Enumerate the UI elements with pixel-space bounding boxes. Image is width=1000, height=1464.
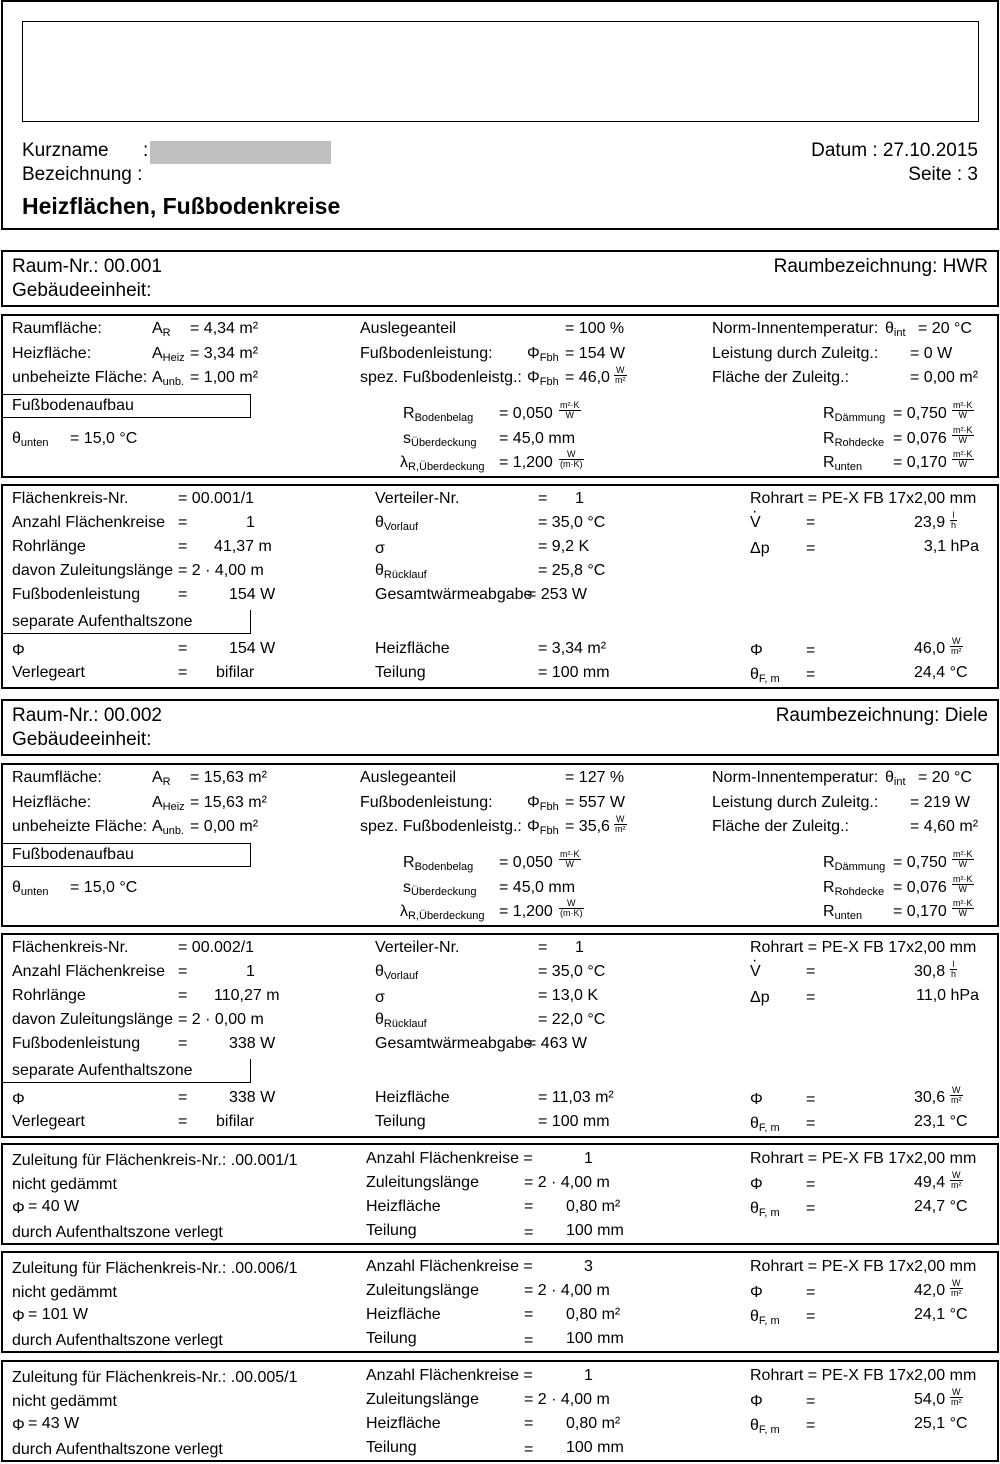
supply-spacing-label: Teilung xyxy=(366,1439,417,1456)
room-area-label: Raumfläche: xyxy=(12,769,102,786)
supply-phi-m2-symbol: Φ xyxy=(750,1284,763,1301)
supply-length-label: davon Zuleitungslänge xyxy=(12,562,174,579)
separate-zone-tab xyxy=(3,1059,251,1083)
r-daemmung-symbol: $R_{Dämmung}$ xyxy=(823,854,886,873)
distributor-label: Verteiler-Nr. xyxy=(375,490,460,507)
supply-pipe-type: Rohrart = PE-X FB 17x2,00 mm xyxy=(750,1258,977,1275)
pipe-length-label: Rohrlänge xyxy=(12,987,86,1004)
norm-temp-symbol: $\theta_{int}$ xyxy=(885,769,906,788)
pipe-type: Rohrart = PE-X FB 17x2,00 mm xyxy=(750,490,977,507)
laying-eq: = xyxy=(178,664,188,681)
supply-len-label: Zuleitungslänge xyxy=(366,1174,479,1191)
floor-power2-label: Fußbodenleistung xyxy=(12,586,141,603)
kurzname-label: Kurzname xyxy=(22,140,109,161)
room-designation: Raumbezeichnung: Diele xyxy=(775,705,988,726)
vdot-unit: $\frac{l}{h}$ xyxy=(951,959,957,979)
norm-temp-value: = 20 °C xyxy=(918,320,972,337)
total-heat-value: = 253 W xyxy=(527,586,588,603)
supply-phi-m2-value: 49,4 xyxy=(914,1174,946,1191)
heating-area-value: = 15,63 m² xyxy=(190,794,267,811)
pipe-length-value: 110,27 m xyxy=(214,987,280,1004)
supply-spacing-value: 100 mm xyxy=(566,1330,624,1347)
r-bodenbelag-symbol: $R_{Bodenbelag}$ xyxy=(403,405,474,424)
r-rohdecke-symbol: $R_{Rohdecke}$ xyxy=(823,879,885,898)
lambda-unit: $\frac{W}{(m\cdot K)}$ xyxy=(560,898,583,918)
phi-m2-unit: $\frac{W}{\text{m²}}$ xyxy=(951,1085,962,1105)
norm-temp-value: = 20 °C xyxy=(918,769,972,786)
laying-value: bifilar xyxy=(216,664,255,681)
supply-phi-symbol: Φ xyxy=(12,1308,25,1325)
phi-m2-eq: = xyxy=(806,1091,816,1108)
supply-heat-area-label: Heizfläche xyxy=(366,1198,441,1215)
sigma-value: = 13,0 K xyxy=(538,987,599,1004)
return-temp-symbol: $\theta_{Rücklauf}$ xyxy=(375,1011,427,1030)
sigma-symbol: σ xyxy=(375,540,385,557)
spec-power-value: = 35,6 xyxy=(565,818,610,835)
supply-length-value: = 2 · 0,00 m xyxy=(178,1011,264,1028)
circuit-count-eq: = xyxy=(178,963,188,980)
laying-eq: = xyxy=(178,1113,188,1130)
supply-phi-value: = 43 W xyxy=(28,1415,80,1432)
distributor-value: 1 xyxy=(575,939,584,956)
lambda-value: = 1,200 xyxy=(499,903,553,920)
return-temp-symbol: $\theta_{Rücklauf}$ xyxy=(375,562,427,581)
supply-tfm-value: 24,1 °C xyxy=(914,1306,968,1323)
circuit-nr-label: Flächenkreis-Nr. xyxy=(12,490,129,507)
r-unten-unit: $\frac{\text{m²·K}}{W}$ xyxy=(953,898,973,918)
floor-power-label: Fußbodenleistung: xyxy=(360,794,493,811)
vdot-eq: = xyxy=(806,514,816,531)
supply-tfm-value: 25,1 °C xyxy=(914,1415,968,1432)
supply-phi-m2-symbol: Φ xyxy=(750,1393,763,1410)
supply-phi-m2-unit: $\frac{W}{\text{m²}}$ xyxy=(951,1278,962,1298)
tfm-symbol: $\theta_{F, m}$ xyxy=(750,1115,780,1134)
vdot-value: 30,8 xyxy=(914,963,946,980)
phi-m2-value: 46,0 xyxy=(914,640,946,657)
floor-power2-label: Fußbodenleistung xyxy=(12,1035,141,1052)
supply-spacing-value: 100 mm xyxy=(566,1222,624,1239)
supply-line-title: Zuleitung für Flächenkreis-Nr.: .00.005/1 xyxy=(12,1369,298,1386)
vdot-eq: = xyxy=(806,963,816,980)
laying-value: bifilar xyxy=(216,1113,255,1130)
r-bodenbelag-value: = 0,050 xyxy=(499,854,553,871)
flow-temp-value: = 35,0 °C xyxy=(538,514,606,531)
tfm-eq: = xyxy=(806,1115,816,1132)
spec-power-label: spez. Fußbodenleistg.: xyxy=(360,818,522,835)
building-unit: Gebäudeeinheit: xyxy=(12,280,152,301)
room-area-value: = 4,34 m² xyxy=(190,320,259,337)
supply-len-value: = 2 · 4,00 m xyxy=(524,1282,610,1299)
tfm-value: 24,4 °C xyxy=(914,664,968,681)
lambda-symbol: $\lambda_{R,Überdeckung}$ xyxy=(400,903,485,922)
room-number: Raum-Nr.: 00.001 xyxy=(12,256,162,277)
header-blank-field xyxy=(22,21,979,122)
spec-power-unit: $\frac{W}{\text{m²}}$ xyxy=(615,365,626,385)
r-rohdecke-value: = 0,076 xyxy=(893,430,947,447)
laid-through: durch Aufenthaltszone verlegt xyxy=(12,1332,223,1349)
heat-area-value: = 11,03 m² xyxy=(538,1089,614,1106)
laying-label: Verlegeart xyxy=(12,664,85,681)
heating-area-symbol: $A_{Heiz}$ xyxy=(152,794,185,813)
vdot-unit: $\frac{l}{h}$ xyxy=(951,510,957,530)
supply-heat-area-eq: = xyxy=(524,1415,534,1432)
lambda-value: = 1,200 xyxy=(499,454,553,471)
separate-zone-tab xyxy=(3,610,251,634)
s-ueberdeckung-symbol: $s_{Überdeckung}$ xyxy=(403,430,477,449)
supply-tfm-value: 24,7 °C xyxy=(914,1198,968,1215)
circuit-nr-label: Flächenkreis-Nr. xyxy=(12,939,129,956)
distributor-eq: = xyxy=(538,490,548,507)
norm-temp-label: Norm-Innentemperatur: xyxy=(712,769,879,786)
vdot-symbol: · V xyxy=(750,515,761,531)
supply-phi-symbol: Φ xyxy=(12,1200,25,1217)
theta-unten-symbol: $\theta_{unten}$ xyxy=(12,430,49,449)
floor-structure-tab xyxy=(3,843,251,867)
supply-line-title: Zuleitung für Flächenkreis-Nr.: .00.006/1 xyxy=(12,1260,298,1277)
supply-count-value: 1 xyxy=(584,1367,593,1384)
distributor-value: 1 xyxy=(575,490,584,507)
pipe-length-value: 41,37 m xyxy=(214,538,272,555)
pipe-length-eq: = xyxy=(178,987,188,1004)
r-bodenbelag-unit: $\frac{\text{m²·K}}{W}$ xyxy=(560,400,580,420)
supply-phi-m2-eq: = xyxy=(806,1176,816,1193)
r-unten-value: = 0,170 xyxy=(893,903,947,920)
distributor-eq: = xyxy=(538,939,548,956)
tfm-symbol: $\theta_{F, m}$ xyxy=(750,666,780,685)
r-unten-symbol: $R_{unten}$ xyxy=(823,903,863,922)
unheated-area-label: unbeheizte Fläche: xyxy=(12,818,148,835)
supply-phi-m2-eq: = xyxy=(806,1393,816,1410)
heating-area-label: Heizfläche: xyxy=(12,794,92,811)
floor-power-value: = 154 W xyxy=(565,345,626,362)
unheated-area-symbol: $A_{unb.}$ xyxy=(152,369,185,388)
spec-power-symbol: $\Phi_{Fbh}$ xyxy=(527,818,559,837)
circuit-count-label: Anzahl Flächenkreise xyxy=(12,514,165,531)
circuit-count-label: Anzahl Flächenkreise xyxy=(12,963,165,980)
circuit-count-eq: = xyxy=(178,514,188,531)
sigma-symbol: σ xyxy=(375,989,385,1006)
floor-structure-tab xyxy=(3,394,251,418)
supply-heat-area-eq: = xyxy=(524,1306,534,1323)
phi-m2-value: 30,6 xyxy=(914,1089,946,1106)
r-bodenbelag-value: = 0,050 xyxy=(499,405,553,422)
supply-heat-area-eq: = xyxy=(524,1198,534,1215)
supply-spacing-label: Teilung xyxy=(366,1222,417,1239)
supply-length-label: davon Zuleitungslänge xyxy=(12,1011,174,1028)
spec-power-symbol: $\Phi_{Fbh}$ xyxy=(527,369,559,388)
floor-power-value: = 557 W xyxy=(565,794,626,811)
s-ueberdeckung-value: = 45,0 mm xyxy=(499,879,576,896)
spacing-value: = 100 mm xyxy=(538,664,610,681)
supply-phi-m2-symbol: Φ xyxy=(750,1176,763,1193)
supply-heat-area-label: Heizfläche xyxy=(366,1306,441,1323)
phi-m2-eq: = xyxy=(806,642,816,659)
supply-tfm-eq: = xyxy=(806,1200,816,1217)
tfm-eq: = xyxy=(806,666,816,683)
spacing-value: = 100 mm xyxy=(538,1113,610,1130)
supply-count-label: Anzahl Flächenkreise = xyxy=(366,1367,533,1384)
supply-phi-m2-unit: $\frac{W}{\text{m²}}$ xyxy=(951,1170,962,1190)
vdot-symbol: · V xyxy=(750,964,761,980)
supply-area-label: Fläche der Zuleitg.: xyxy=(712,818,849,835)
phi-value: 154 W xyxy=(229,640,276,657)
supply-len-label: Zuleitungslänge xyxy=(366,1282,479,1299)
r-daemmung-value: = 0,750 xyxy=(893,405,947,422)
lambda-symbol: $\lambda_{R,Überdeckung}$ xyxy=(400,454,485,473)
supply-tfm-eq: = xyxy=(806,1308,816,1325)
floor-power2-eq: = xyxy=(178,1035,188,1052)
dp-value: 3,1 hPa xyxy=(923,538,979,555)
vdot-value: 23,9 xyxy=(914,514,946,531)
supply-area-value: = 0,00 m² xyxy=(910,369,979,386)
phi-m2-symbol: Φ xyxy=(750,642,763,659)
room-area-symbol: $A_R$ xyxy=(152,320,171,339)
flow-temp-symbol: $\theta_{Vorlauf}$ xyxy=(375,963,419,982)
laying-label: Verlegeart xyxy=(12,1113,85,1130)
sigma-value: = 9,2 K xyxy=(538,538,590,555)
separate-zone-tab-label: separate Aufenthaltszone xyxy=(12,1062,193,1079)
supply-power-value: = 219 W xyxy=(910,794,971,811)
r-daemmung-value: = 0,750 xyxy=(893,854,947,871)
r-rohdecke-unit: $\frac{\text{m²·K}}{W}$ xyxy=(953,874,973,894)
room-area-value: = 15,63 m² xyxy=(190,769,267,786)
insulation-state: nicht gedämmt xyxy=(12,1393,117,1410)
datum-text: Datum : 27.10.2015 xyxy=(811,140,978,161)
phi-eq: = xyxy=(178,640,188,657)
heating-area-symbol: $A_{Heiz}$ xyxy=(152,345,185,364)
total-heat-label: Gesamtwärmeabgabe xyxy=(375,1035,533,1052)
unheated-area-value: = 1,00 m² xyxy=(190,369,259,386)
floor-power2-eq: = xyxy=(178,586,188,603)
supply-len-value: = 2 · 4,00 m xyxy=(524,1391,610,1408)
phi-m2-symbol: Φ xyxy=(750,1091,763,1108)
floor-power-symbol: $\Phi_{Fbh}$ xyxy=(527,794,559,813)
phi-value: 338 W xyxy=(229,1089,276,1106)
supply-spacing-eq: = xyxy=(524,1224,534,1241)
kurzname-redacted xyxy=(150,141,331,164)
supply-heat-area-value: 0,80 m² xyxy=(566,1306,621,1323)
supply-spacing-eq: = xyxy=(524,1441,534,1458)
supply-phi-value: = 40 W xyxy=(28,1198,80,1215)
spec-power-label: spez. Fußbodenleistg.: xyxy=(360,369,522,386)
supply-spacing-label: Teilung xyxy=(366,1330,417,1347)
supply-line-title: Zuleitung für Flächenkreis-Nr.: .00.001/1 xyxy=(12,1152,298,1169)
r-rohdecke-symbol: $R_{Rohdecke}$ xyxy=(823,430,885,449)
supply-power-value: = 0 W xyxy=(910,345,953,362)
spec-power-unit: $\frac{W}{\text{m²}}$ xyxy=(615,814,626,834)
supply-len-label: Zuleitungslänge xyxy=(366,1391,479,1408)
phi-m2-unit: $\frac{W}{\text{m²}}$ xyxy=(951,636,962,656)
flow-temp-symbol: $\theta_{Vorlauf}$ xyxy=(375,514,419,533)
circuit-count-value: 1 xyxy=(246,514,255,531)
theta-unten-value: = 15,0 °C xyxy=(70,879,138,896)
s-ueberdeckung-symbol: $s_{Überdeckung}$ xyxy=(403,879,477,898)
spacing-label: Teilung xyxy=(375,664,426,681)
pipe-length-eq: = xyxy=(178,538,188,555)
theta-unten-value: = 15,0 °C xyxy=(70,430,138,447)
r-daemmung-unit: $\frac{\text{m²·K}}{W}$ xyxy=(953,400,973,420)
circuit-count-value: 1 xyxy=(246,963,255,980)
r-daemmung-symbol: $R_{Dämmung}$ xyxy=(823,405,886,424)
supply-power-label: Leistung durch Zuleitg.: xyxy=(712,794,879,811)
separate-zone-tab-label: separate Aufenthaltszone xyxy=(12,613,193,630)
dp-value: 11,0 hPa xyxy=(916,987,979,1004)
pipe-length-label: Rohrlänge xyxy=(12,538,86,555)
unheated-area-value: = 0,00 m² xyxy=(190,818,259,835)
supply-phi-m2-eq: = xyxy=(806,1284,816,1301)
floor-power2-value: 154 W xyxy=(229,586,276,603)
unheated-area-symbol: $A_{unb.}$ xyxy=(152,818,185,837)
dp-symbol: Δp xyxy=(750,540,770,557)
tfm-value: 23,1 °C xyxy=(914,1113,968,1130)
circuit-nr-value: = 00.002/1 xyxy=(178,939,255,956)
kurzname-colon: : xyxy=(143,140,149,161)
r-unten-value: = 0,170 xyxy=(893,454,947,471)
supply-heat-area-value: 0,80 m² xyxy=(566,1415,621,1432)
page-title: Heizflächen, Fußbodenkreise xyxy=(22,193,341,219)
supply-pipe-type: Rohrart = PE-X FB 17x2,00 mm xyxy=(750,1367,977,1384)
phi-eq: = xyxy=(178,1089,188,1106)
supply-spacing-eq: = xyxy=(524,1332,534,1349)
dp-eq: = xyxy=(806,989,816,1006)
norm-temp-symbol: $\theta_{int}$ xyxy=(885,320,906,339)
r-rohdecke-value: = 0,076 xyxy=(893,879,947,896)
supply-phi-value: = 101 W xyxy=(28,1306,89,1323)
room-area-label: Raumfläche: xyxy=(12,320,102,337)
norm-temp-label: Norm-Innentemperatur: xyxy=(712,320,879,337)
phi-symbol: Φ xyxy=(12,1091,25,1108)
lambda-unit: $\frac{W}{(m\cdot K)}$ xyxy=(560,449,583,469)
heat-area-label: Heizfläche xyxy=(375,1089,450,1106)
heating-area-label: Heizfläche: xyxy=(12,345,92,362)
laid-through: durch Aufenthaltszone verlegt xyxy=(12,1224,223,1241)
total-heat-label: Gesamtwärmeabgabe xyxy=(375,586,533,603)
seite-text: Seite : 3 xyxy=(908,164,978,185)
floor-power-symbol: $\Phi_{Fbh}$ xyxy=(527,345,559,364)
design-share-label: Auslegeanteil xyxy=(360,320,457,337)
r-unten-symbol: $R_{unten}$ xyxy=(823,454,863,473)
total-heat-value: = 463 W xyxy=(527,1035,588,1052)
dp-symbol: Δp xyxy=(750,989,770,1006)
design-share-label: Auslegeanteil xyxy=(360,769,457,786)
supply-count-label: Anzahl Flächenkreise = xyxy=(366,1258,533,1275)
theta-unten-symbol: $\theta_{unten}$ xyxy=(12,879,49,898)
design-share-value: = 100 % xyxy=(565,320,625,337)
supply-heat-area-value: 0,80 m² xyxy=(566,1198,621,1215)
laid-through: durch Aufenthaltszone verlegt xyxy=(12,1441,223,1458)
room-area-symbol: $A_R$ xyxy=(152,769,171,788)
insulation-state: nicht gedämmt xyxy=(12,1284,117,1301)
pipe-type: Rohrart = PE-X FB 17x2,00 mm xyxy=(750,939,977,956)
r-bodenbelag-symbol: $R_{Bodenbelag}$ xyxy=(403,854,474,873)
supply-len-value: = 2 · 4,00 m xyxy=(524,1174,610,1191)
design-share-value: = 127 % xyxy=(565,769,625,786)
supply-length-value: = 2 · 4,00 m xyxy=(178,562,264,579)
floor-structure-label: Fußbodenaufbau xyxy=(12,397,134,414)
supply-area-value: = 4,60 m² xyxy=(910,818,979,835)
phi-symbol: Φ xyxy=(12,642,25,659)
insulation-state: nicht gedämmt xyxy=(12,1176,117,1193)
room-number: Raum-Nr.: 00.002 xyxy=(12,705,162,726)
supply-phi-symbol: Φ xyxy=(12,1417,25,1434)
heat-area-label: Heizfläche xyxy=(375,640,450,657)
floor-power2-value: 338 W xyxy=(229,1035,276,1052)
supply-area-label: Fläche der Zuleitg.: xyxy=(712,369,849,386)
supply-count-value: 3 xyxy=(584,1258,593,1275)
r-unten-unit: $\frac{\text{m²·K}}{W}$ xyxy=(953,449,973,469)
return-temp-value: = 25,8 °C xyxy=(538,562,606,579)
unheated-area-label: unbeheizte Fläche: xyxy=(12,369,148,386)
spec-power-value: = 46,0 xyxy=(565,369,610,386)
heat-area-value: = 3,34 m² xyxy=(538,640,607,657)
spacing-label: Teilung xyxy=(375,1113,426,1130)
supply-spacing-value: 100 mm xyxy=(566,1439,624,1456)
supply-power-label: Leistung durch Zuleitg.: xyxy=(712,345,879,362)
heating-area-value: = 3,34 m² xyxy=(190,345,259,362)
supply-tfm-symbol: $\theta_{F, m}$ xyxy=(750,1417,780,1436)
dp-eq: = xyxy=(806,540,816,557)
supply-phi-m2-value: 42,0 xyxy=(914,1282,946,1299)
supply-count-label: Anzahl Flächenkreise = xyxy=(366,1150,533,1167)
r-rohdecke-unit: $\frac{\text{m²·K}}{W}$ xyxy=(953,425,973,445)
r-daemmung-unit: $\frac{\text{m²·K}}{W}$ xyxy=(953,849,973,869)
supply-tfm-eq: = xyxy=(806,1417,816,1434)
r-bodenbelag-unit: $\frac{\text{m²·K}}{W}$ xyxy=(560,849,580,869)
flow-temp-value: = 35,0 °C xyxy=(538,963,606,980)
room-designation: Raumbezeichnung: HWR xyxy=(773,256,988,277)
circuit-nr-value: = 00.001/1 xyxy=(178,490,255,507)
supply-pipe-type: Rohrart = PE-X FB 17x2,00 mm xyxy=(750,1150,977,1167)
return-temp-value: = 22,0 °C xyxy=(538,1011,606,1028)
floor-power-label: Fußbodenleistung: xyxy=(360,345,493,362)
supply-tfm-symbol: $\theta_{F, m}$ xyxy=(750,1308,780,1327)
supply-phi-m2-value: 54,0 xyxy=(914,1391,946,1408)
s-ueberdeckung-value: = 45,0 mm xyxy=(499,430,576,447)
bezeichnung-label: Bezeichnung : xyxy=(22,164,143,185)
distributor-label: Verteiler-Nr. xyxy=(375,939,460,956)
floor-structure-label: Fußbodenaufbau xyxy=(12,846,134,863)
supply-heat-area-label: Heizfläche xyxy=(366,1415,441,1432)
supply-phi-m2-unit: $\frac{W}{\text{m²}}$ xyxy=(951,1387,962,1407)
supply-count-value: 1 xyxy=(584,1150,593,1167)
building-unit: Gebäudeeinheit: xyxy=(12,729,152,750)
supply-tfm-symbol: $\theta_{F, m}$ xyxy=(750,1200,780,1219)
